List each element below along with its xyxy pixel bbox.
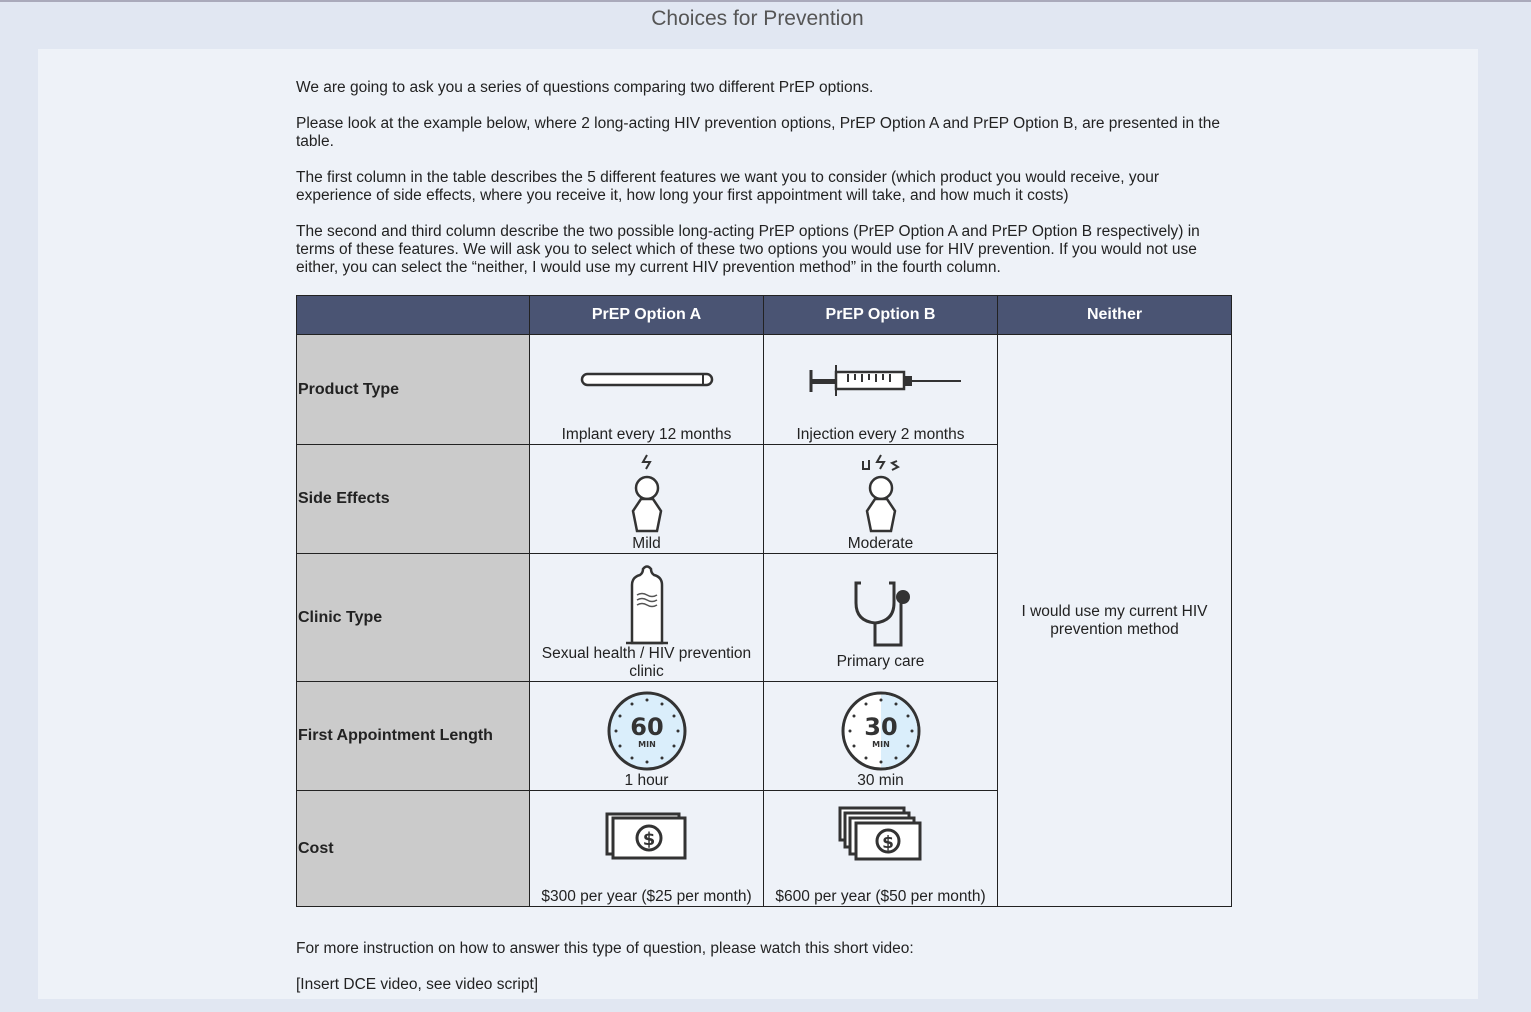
person-moderate-icon [851, 451, 911, 535]
option-b-text: Injection every 2 months [796, 426, 965, 443]
page-title: Choices for Prevention [651, 7, 864, 30]
header-neither: Neither [998, 296, 1232, 335]
option-b-cell [764, 554, 998, 682]
option-a-cell [530, 682, 764, 791]
option-a-text: Mild [632, 535, 661, 552]
person-mild-icon [617, 451, 677, 535]
row-label: Cost [297, 791, 530, 907]
option-b-text: $600 per year ($50 per month) [775, 888, 986, 905]
video-placeholder: [Insert DCE video, see video script] [296, 976, 539, 993]
svg-text:$: $ [642, 829, 655, 850]
option-b-text: Moderate [847, 535, 914, 552]
option-a-cell [530, 791, 764, 907]
condom-icon [622, 563, 672, 645]
stethoscope-icon [841, 577, 921, 653]
option-b-text: 30 min [857, 772, 904, 789]
video-instruction: For more instruction on how to answer this type of question, please watch this short video: [296, 940, 914, 957]
option-a-text: 1 hour [624, 772, 669, 789]
option-a-text: Implant every 12 months [561, 426, 732, 443]
content-panel [38, 49, 1478, 999]
syringe-icon [801, 360, 961, 400]
intro-text: Please look at the example below, where 2 long-acting HIV prevention options, PrEP Option A and PrEP Option B, are presented in the table. [296, 115, 1220, 150]
option-b-cell [764, 445, 998, 554]
svg-text:$: $ [881, 833, 894, 853]
timer-30-icon [840, 690, 922, 772]
implant-icon [577, 360, 717, 400]
option-b-cell [764, 335, 998, 445]
row-label: Side Effects [297, 445, 530, 554]
header-blank [297, 296, 530, 335]
timer-number: 60 [629, 713, 664, 741]
neither-cell[interactable] [998, 335, 1232, 907]
row-label: Clinic Type [297, 554, 530, 682]
money-stack-icon [838, 806, 924, 862]
timer-60-icon [606, 690, 688, 772]
row-label: Product Type [297, 335, 530, 445]
header-option-a: PrEP Option A [530, 296, 764, 335]
row-label: First Appointment Length [297, 682, 530, 791]
timer-number: 30 [863, 713, 898, 741]
header-option-b: PrEP Option B [764, 296, 998, 335]
option-a-cell [530, 445, 764, 554]
timer-unit: MIN [637, 740, 656, 749]
option-a-text: $300 per year ($25 per month) [541, 888, 752, 905]
intro-text: The second and third column describe the two possible long-acting PrEP options (PrEP Option A and PrEP Option B respectively) in terms of these features. We will ask you to select which of these two options you would use for HIV prevention. If you would not use either, you can select the “neither, I would use my current HIV prevention method” in the fourth column. [296, 223, 1200, 276]
option-b-text: Primary care [836, 653, 925, 670]
money-bill-icon [605, 810, 689, 862]
option-a-cell [530, 335, 764, 445]
option-a-cell [530, 554, 764, 682]
timer-unit: MIN [871, 740, 890, 749]
option-b-cell [764, 791, 998, 907]
intro-text: The first column in the table describes the 5 different features we want you to consider (which product you would receive, your experience of side effects, where you receive it, how long your first appointment will take, and how much it costs) [296, 169, 1159, 204]
option-a-text: Sexual health / HIV prevention clinic [541, 645, 752, 680]
intro-text: We are going to ask you a series of questions comparing two different PrEP options. [296, 79, 874, 96]
comparison-table [296, 295, 1232, 907]
neither-text: I would use my current HIV prevention method [1021, 602, 1208, 638]
option-b-cell [764, 682, 998, 791]
